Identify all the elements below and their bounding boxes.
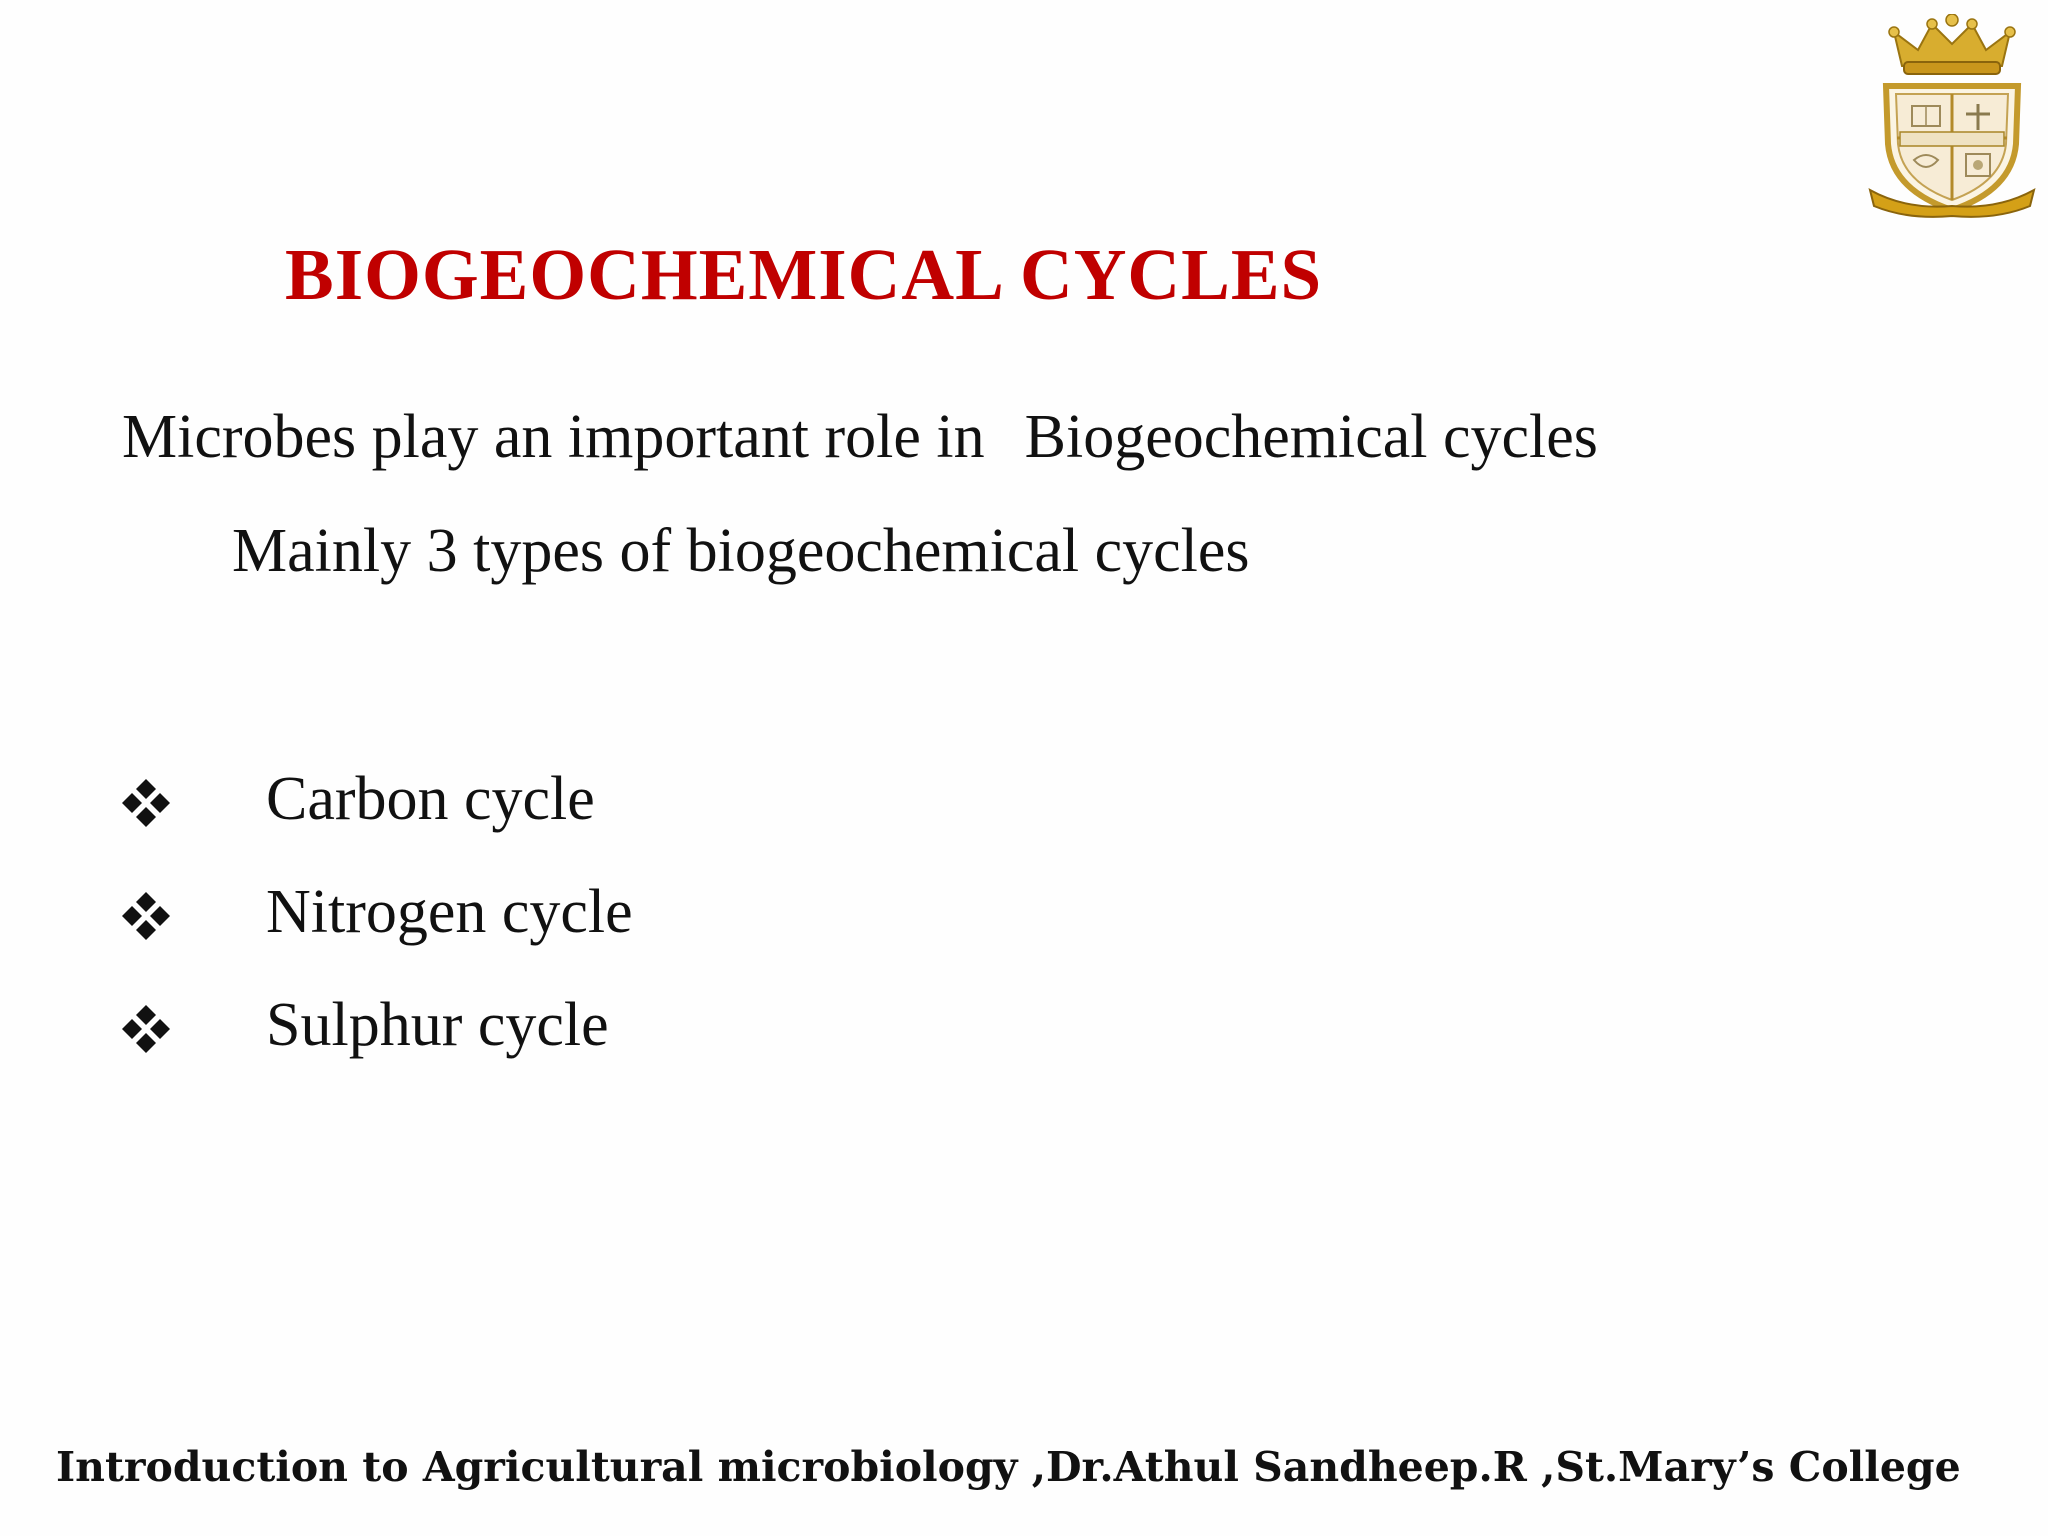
list-item [120, 969, 633, 1082]
intro-line-1-part-1: Microbes play an important role in [122, 403, 985, 471]
slide-title: BIOGEOCHEMICAL CYCLES [285, 234, 1323, 315]
list-item-label: Sulphur cycle [266, 991, 609, 1059]
intro-line-1-part-2: Biogeochemical cycles [1024, 403, 1598, 471]
diamond-bullet-icon [120, 1000, 172, 1052]
slide-footer: Introduction to Agricultural microbiology ,Dr.Athul Sandheep.R ,St.Mary’s College [56, 1443, 1961, 1491]
intro-line-2: Mainly 3 types of biogeochemical cycles [232, 517, 1250, 585]
list-item [120, 856, 633, 969]
list-item-label: Nitrogen cycle [266, 878, 633, 946]
list-item-label: Carbon cycle [266, 765, 595, 833]
diamond-bullet-icon [120, 887, 172, 939]
list-item [120, 743, 633, 856]
intro-line-1 [122, 403, 1598, 471]
diamond-bullet-icon [120, 774, 172, 826]
cycle-list [120, 743, 633, 1082]
college-crest-icon [1866, 14, 2038, 220]
